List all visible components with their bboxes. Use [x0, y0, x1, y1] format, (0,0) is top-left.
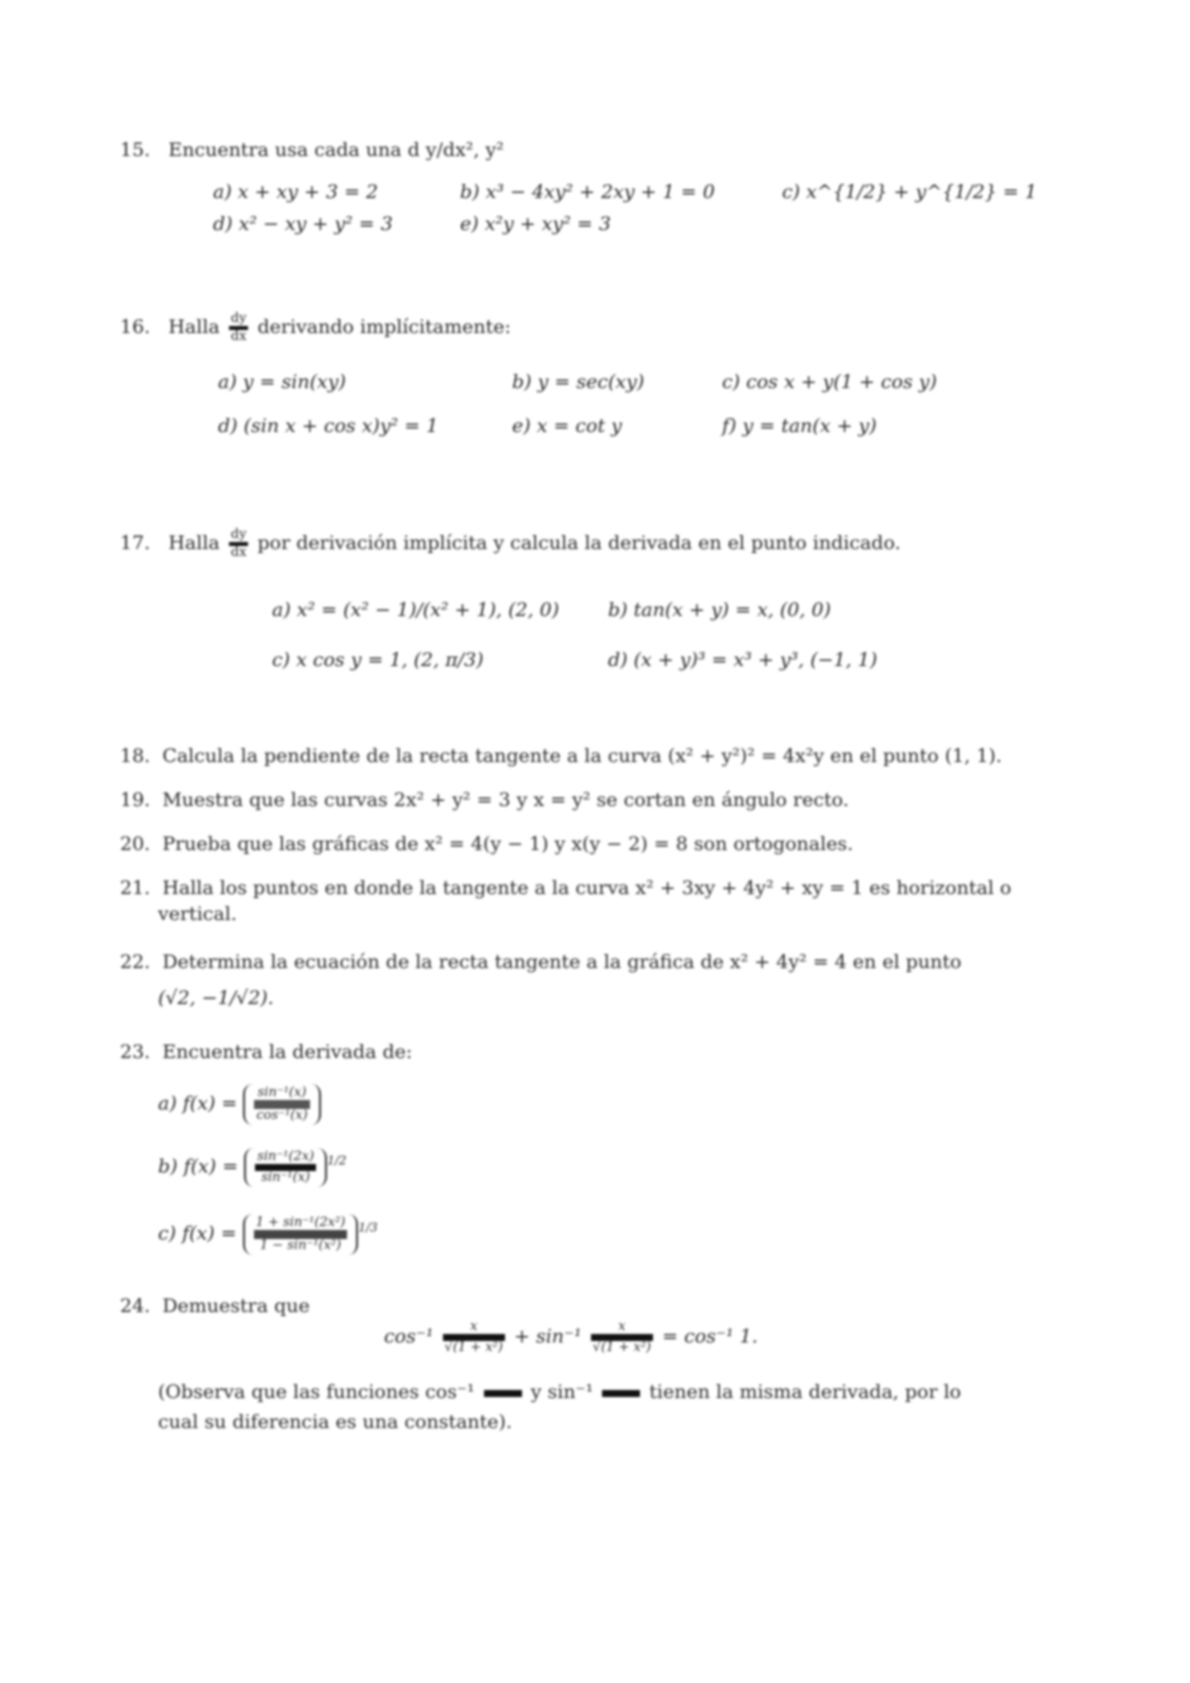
note-line-2: cual su diferencia es una constante).: [158, 1411, 512, 1433]
item-16d: d) (sin x + cos x)y² = 1: [218, 415, 439, 437]
problem-18: 18. Calcula la pendiente de la recta tangente a la curva (x² + y²)² = 4x²y en el punto (1, 1).: [120, 745, 1002, 767]
item-23a: a) f(x) = sin⁻¹(x) cos⁻¹(x): [158, 1084, 321, 1125]
problem-16: 16. Halla $\frac{dy}{dx}$ derivando implícitamente:: [120, 311, 511, 344]
problem-number: 22.: [120, 951, 151, 973]
problem-number: 23.: [120, 1041, 151, 1063]
bracketed-fraction: sin⁻¹(2x) sin⁻¹(x): [244, 1148, 327, 1187]
item-16f: f) y = tan(x + y): [722, 415, 877, 437]
problem-number: 15.: [120, 139, 151, 161]
problem-20: 20. Prueba que las gráficas de x² = 4(y − 1) y x(y − 2) = 8 son ortogonales.: [120, 833, 854, 855]
item-17a: a) x² = (x² − 1)/(x² + 1), (2, 0): [272, 599, 560, 621]
item-16b: b) y = sec(xy): [512, 371, 645, 393]
item-15c: c) x^{1/2} + y^{1/2} = 1: [782, 181, 1037, 203]
item-16c: c) cos x + y(1 + cos y): [722, 371, 937, 393]
problem-15: [120, 138, 504, 162]
item-23c: c) f(x) = 1 + sin⁻¹(2x²) 1 − sin⁻¹(x²) $^{1/3}$: [158, 1215, 378, 1253]
problem-23: 23. Encuentra la derivada de:: [120, 1041, 413, 1063]
identity-equation: cos⁻¹ x √(1 + x²) + sin⁻¹ x √(1 + x²) = cos⁻¹ 1.: [384, 1319, 758, 1355]
problem-21-cont: vertical.: [158, 903, 237, 925]
item-15d: d) x² − xy + y² = 3: [213, 213, 393, 235]
item-15e: e) x²y + xy² = 3: [460, 213, 611, 235]
problem-statement: Encuentra usa cada una d y/dx², y²: [168, 139, 504, 161]
problem-21: 21. Halla los puntos en donde la tangente a la curva x² + 3xy + 4y² + xy = 1 es horizontal o: [120, 877, 1012, 899]
problem-24: 24. Demuestra que: [120, 1295, 310, 1317]
exponent: 1/2: [327, 1153, 347, 1168]
problem-22: 22. Determina la ecuación de la recta tangente a la gráfica de x² + 4y² = 4 en el punto: [120, 951, 962, 973]
problem-number: 21.: [120, 877, 151, 899]
problem-number: 16.: [120, 316, 151, 338]
problem-19: 19. Muestra que las curvas 2x² + y² = 3 y x = y² se cortan en ángulo recto.: [120, 789, 849, 811]
problem-number: 17.: [120, 532, 151, 554]
problem-number: 19.: [120, 789, 151, 811]
item-15a: a) x + xy + 3 = 2: [213, 181, 379, 203]
exponent: 1/3: [358, 1220, 378, 1235]
item-16e: e) x = cot y: [512, 415, 622, 437]
dy-dx-fraction: $\frac{dy}{dx}$: [230, 311, 247, 344]
item-15b: b) x³ − 4xy² + 2xy + 1 = 0: [460, 181, 715, 203]
item-17c: c) x cos y = 1, (2, π/3): [272, 649, 484, 671]
problem-number: 24.: [120, 1295, 151, 1317]
problem-17: 17. Halla $\frac{dy}{dx}$ por derivación implícita y calcula la derivada en el punto indicado.: [120, 527, 901, 560]
bracketed-fraction: 1 + sin⁻¹(2x²) 1 − sin⁻¹(x²): [243, 1214, 359, 1255]
problem-number: 18.: [120, 745, 151, 767]
item-23b: b) f(x) = sin⁻¹(2x) sin⁻¹(x) $^{1/2}$: [158, 1149, 347, 1185]
dy-dx-fraction: $\frac{dy}{dx}$: [230, 527, 247, 560]
problem-number: 20.: [120, 833, 151, 855]
note-line-1: (Observa que las funciones cos⁻¹ y sin⁻¹ tienen la misma derivada, por lo: [158, 1381, 962, 1403]
item-16a: a) y = sin(xy): [218, 371, 346, 393]
bracketed-fraction: sin⁻¹(x) cos⁻¹(x): [243, 1084, 320, 1125]
item-17d: d) (x + y)³ = x³ + y³, (−1, 1): [608, 649, 878, 671]
item-17b: b) tan(x + y) = x, (0, 0): [608, 599, 831, 621]
tangent-point: (√2, −1/√2).: [158, 987, 274, 1009]
